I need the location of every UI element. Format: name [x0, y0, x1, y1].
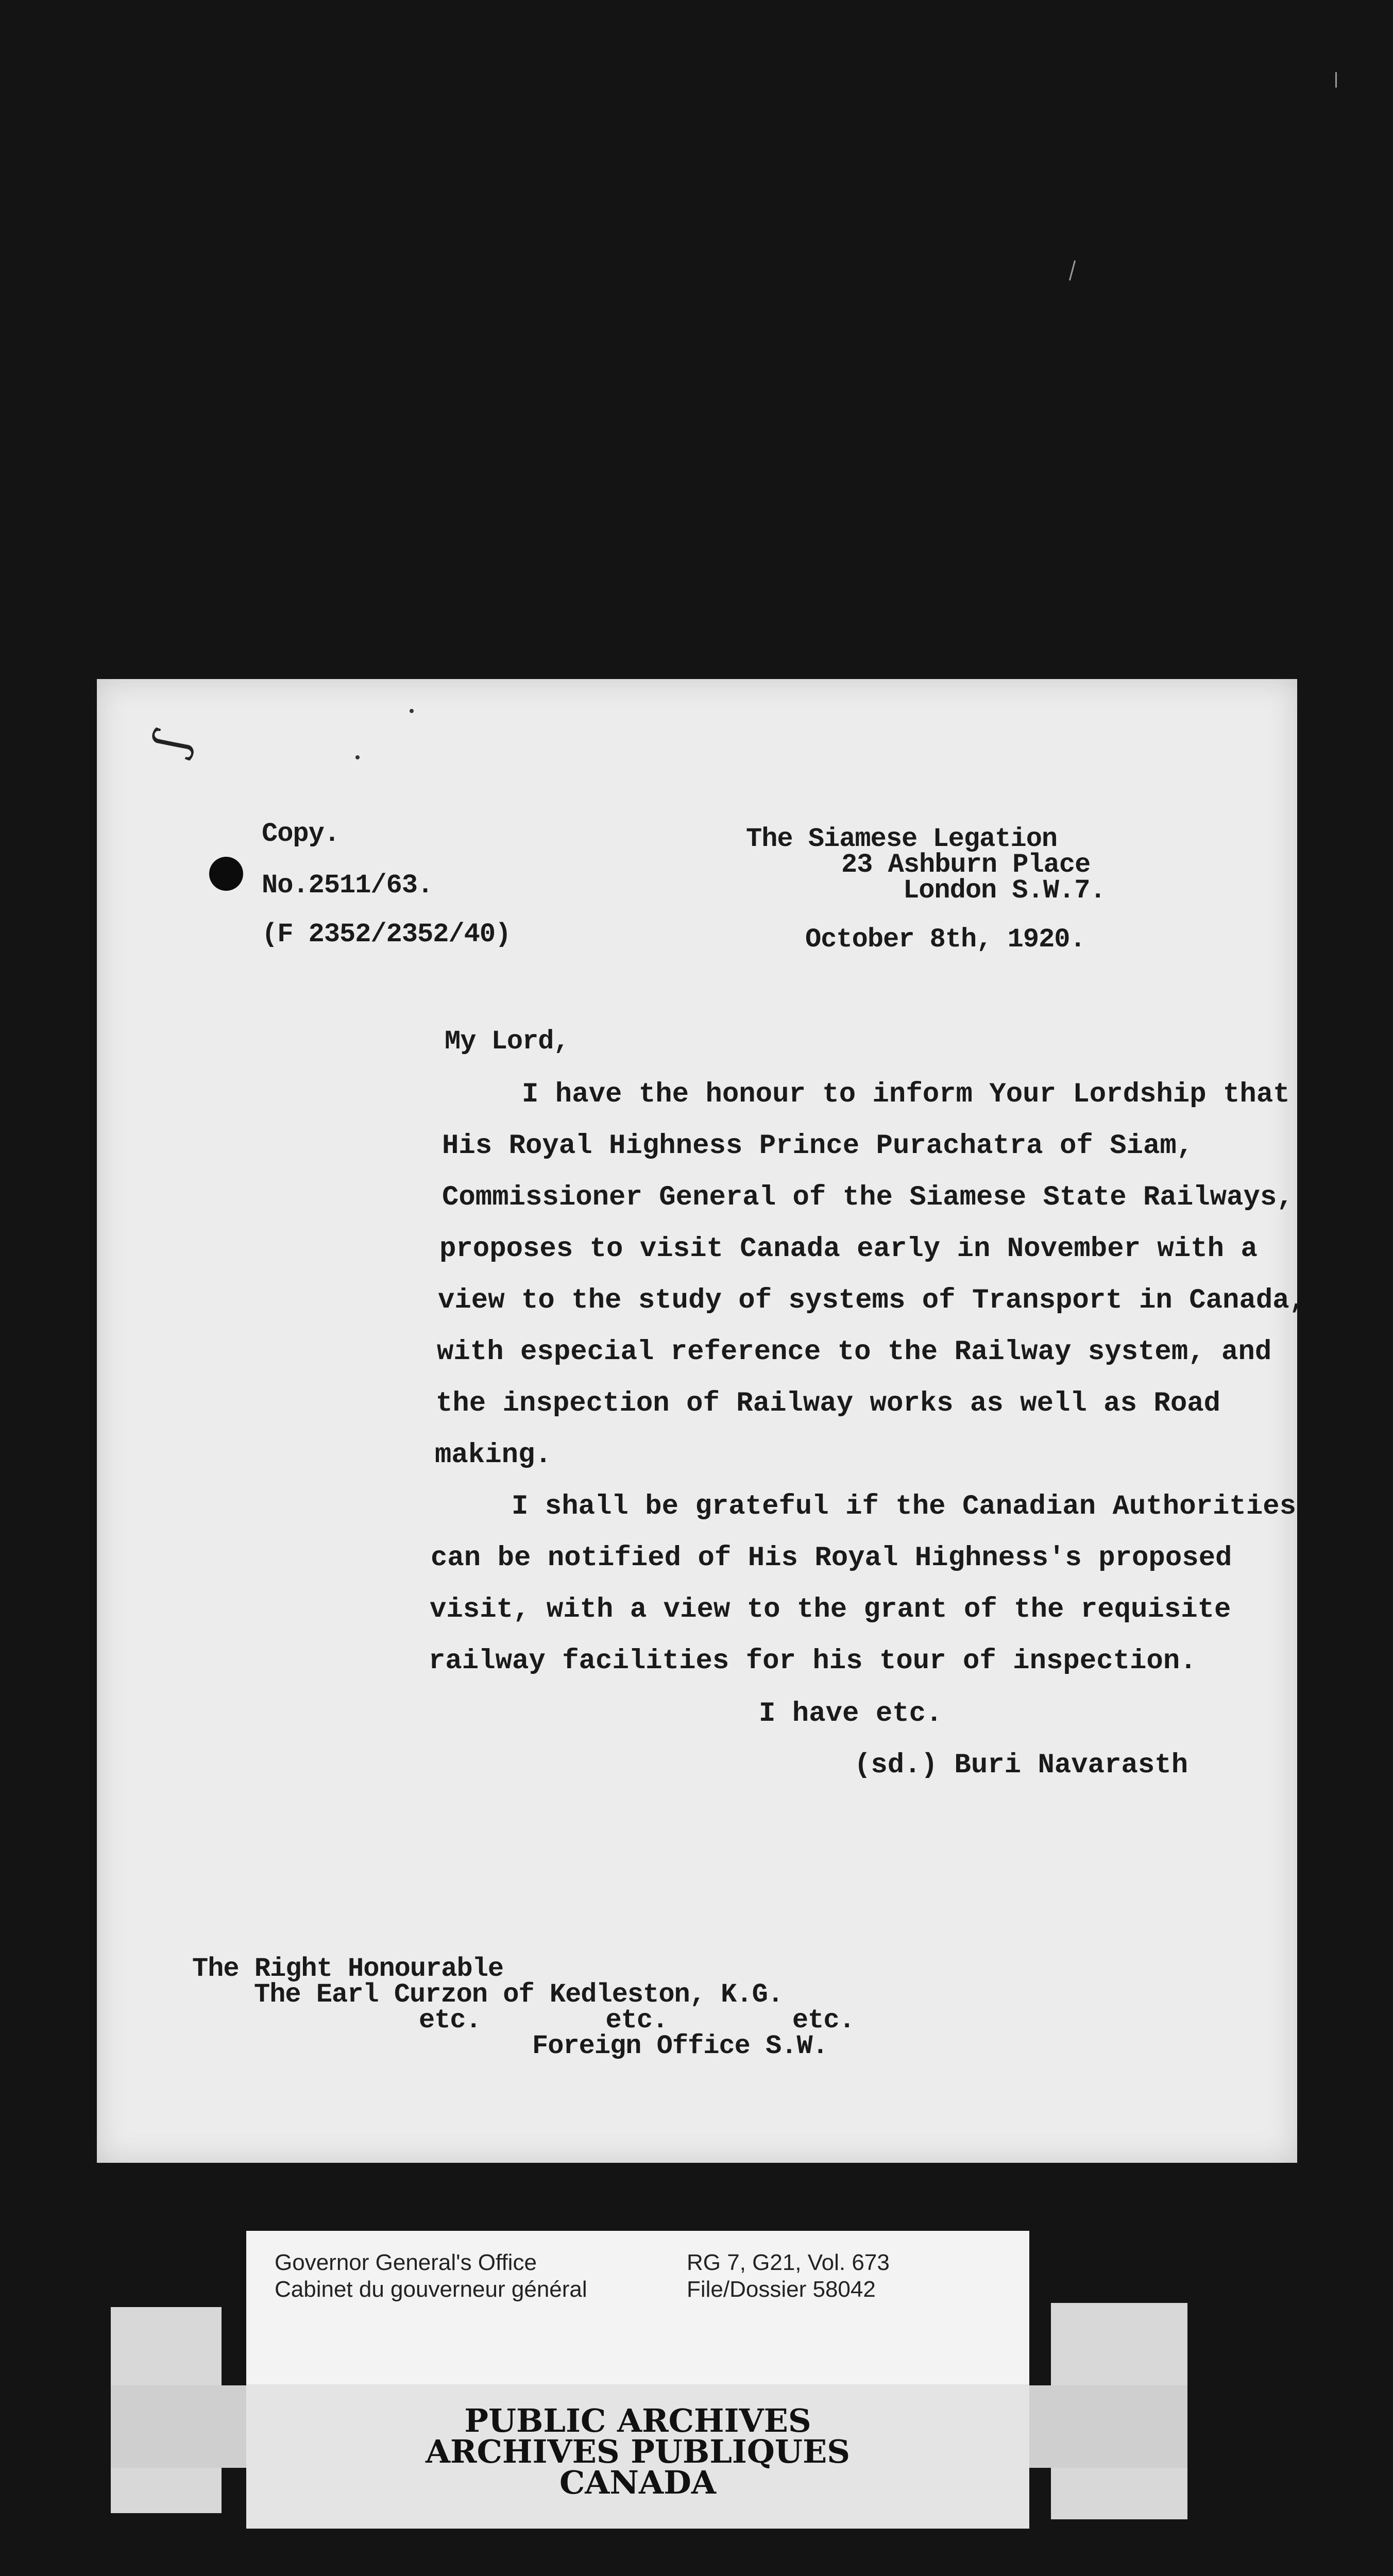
office-name-en: Governor General's Office [275, 2250, 537, 2275]
body-line: view to the study of systems of Transport in Canada, [438, 1285, 1306, 1316]
body-line: can be notified of His Royal Highness's proposed [431, 1543, 1232, 1574]
reference-number: No.2511/63. [262, 870, 433, 901]
stamp-line: ARCHIVES PUBLIQUES [425, 2433, 851, 2470]
letter-date: October 8th, 1920. [805, 924, 1085, 955]
sender-address-line: London S.W.7. [903, 875, 1106, 906]
body-line: visit, with a view to the grant of the requisite [430, 1594, 1231, 1625]
record-group: RG 7, G21, Vol. 673 [687, 2250, 890, 2275]
film-scratch [1335, 72, 1337, 88]
body-line: with especial reference to the Railway system, and [437, 1336, 1272, 1368]
office-name-fr: Cabinet du gouverneur général [275, 2277, 587, 2302]
body-line: Commissioner General of the Siamese State Railways, [442, 1182, 1294, 1213]
recipient-line: The Right Honourable [192, 1954, 504, 1984]
file-number: File/Dossier 58042 [687, 2277, 876, 2302]
signature: (sd.) Buri Navarasth [854, 1750, 1188, 1781]
sender-address-line: 23 Ashburn Place [841, 850, 1091, 880]
recipient-line: The Earl Curzon of Kedleston, K.G. [254, 1979, 783, 2010]
public-archives-stamp [246, 2384, 1029, 2529]
salutation: My Lord, [445, 1026, 569, 1057]
body-line: proposes to visit Canada early in November with a [439, 1233, 1258, 1265]
ink-speck [355, 755, 360, 759]
body-line: I have the honour to inform Your Lordship that [522, 1079, 1290, 1110]
closing: I have etc. [759, 1698, 943, 1730]
recipient-line: etc. etc. etc. [419, 2005, 855, 2036]
film-scratch [1069, 260, 1076, 280]
body-line: His Royal Highness Prince Purachatra of Siam, [442, 1130, 1194, 1162]
body-line: the inspection of Railway works as well as Road [436, 1388, 1221, 1419]
stamp-line: CANADA [559, 2464, 717, 2501]
archive-reference-label [246, 2231, 1029, 2385]
ink-speck [410, 709, 414, 713]
punch-hole [209, 857, 243, 891]
body-line: I shall be grateful if the Canadian Authorities [512, 1491, 1297, 1522]
copy-label: Copy. [262, 819, 340, 849]
body-line: railway facilities for his tour of inspection. [429, 1646, 1197, 1677]
stamp-line: PUBLIC ARCHIVES [464, 2402, 811, 2439]
letter-page [97, 679, 1306, 2163]
handwritten-initials: ʃ [142, 727, 198, 757]
file-reference: (F 2352/2352/40) [262, 919, 511, 950]
sender-address-line: The Siamese Legation [746, 824, 1058, 854]
body-line: making. [435, 1439, 552, 1471]
recipient-line: Foreign Office S.W. [532, 2031, 828, 2061]
